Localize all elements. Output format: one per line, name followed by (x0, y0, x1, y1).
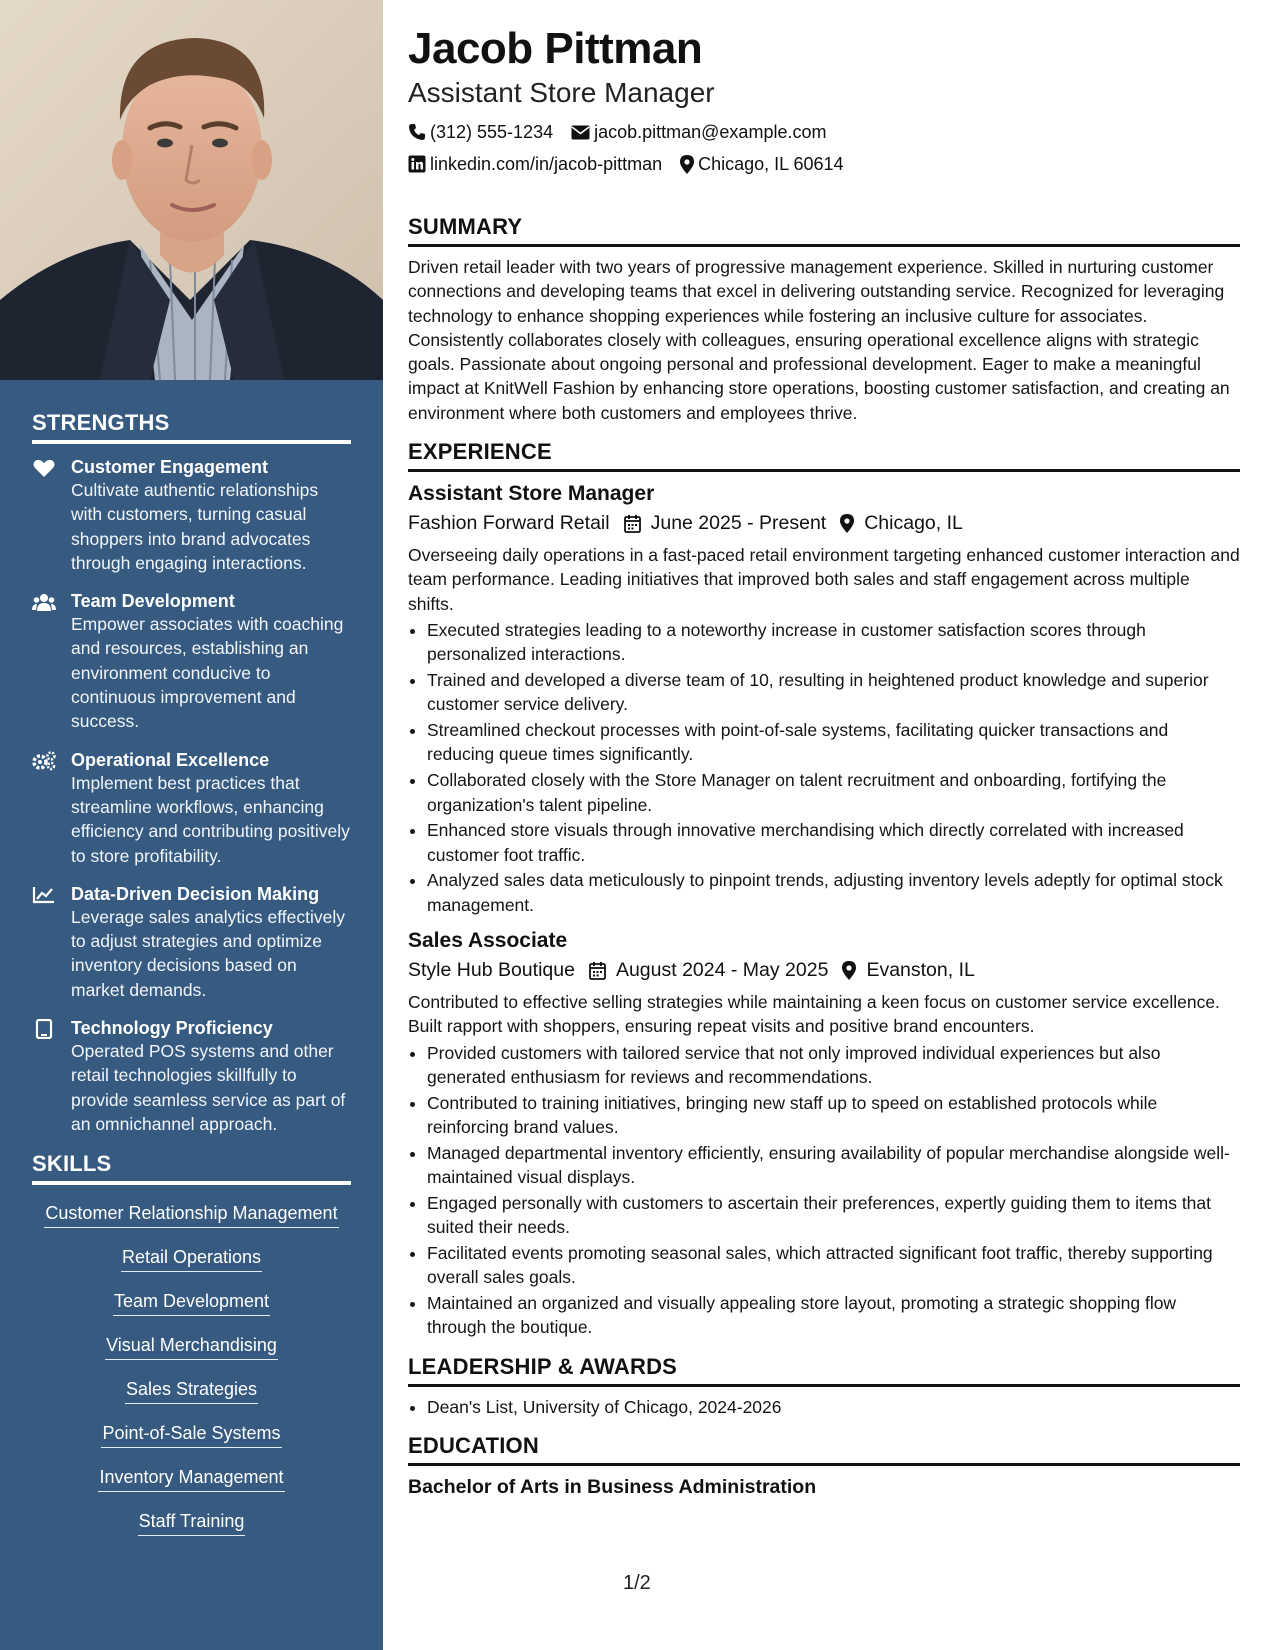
job-bullets (408, 618, 1240, 917)
job-company: Fashion Forward Retail (408, 512, 610, 535)
job-entry (408, 927, 1240, 1340)
strength-description: Operated POS systems and other retail technologies skillfully to provide seamless service as part of an omnichannel approach. (71, 1041, 346, 1134)
education-heading: EDUCATION (408, 1433, 1240, 1466)
strength-title: Operational Excellence (71, 749, 270, 770)
linkedin-icon (408, 155, 426, 173)
linkedin-text: linkedin.com/in/jacob-pittman (430, 154, 663, 174)
skill-tag: Visual Merchandising (105, 1333, 278, 1360)
strength-title: Data-Driven Decision Making (71, 883, 320, 904)
location-contact (680, 148, 843, 180)
sidebar-content (32, 410, 351, 1553)
list-item: • Facilitated events promoting seasonal sales, which attracted significant foot traffic, thereby supporting overall sales goals. (427, 1241, 1240, 1290)
heart-icon (32, 458, 56, 478)
map-marker-icon (680, 155, 694, 174)
job-description: Overseeing daily operations in a fast-paced retail environment targeting enhanced customer interaction and team performance. Leading initiatives that improved both sales and staff engagement across multiple shifts. (408, 545, 1240, 614)
skill-tag: Customer Relationship Management (44, 1201, 338, 1228)
skill-list (32, 1197, 351, 1553)
strength-description: Implement best practices that streamline workflows, enhancing efficiency and contributing positively to store profitability. (71, 772, 350, 866)
experience-section (408, 439, 1240, 1340)
experience-heading: EXPERIENCE (408, 439, 1240, 472)
skills-heading: SKILLS (32, 1151, 351, 1185)
awards-heading: LEADERSHIP & AWARDS (408, 1354, 1240, 1387)
strength-item (32, 1017, 351, 1136)
email-contact[interactable] (571, 116, 826, 148)
strength-title: Team Development (71, 591, 235, 612)
linkedin-contact[interactable] (408, 148, 662, 180)
sidebar (0, 0, 383, 1650)
users-icon (32, 592, 56, 612)
skill-tag: Team Development (113, 1289, 270, 1316)
job-title: Sales Associate (408, 929, 568, 953)
list-item: • Collaborated closely with the Store Manager on talent recruitment and onboarding, fortifying the organization's talent pipeline. (427, 768, 1240, 817)
main-content (408, 22, 1240, 1500)
list-item: • Contributed to training initiatives, bringing new staff up to speed on established protocols while reinforcing brand values. (427, 1091, 1240, 1140)
chart-line-icon (32, 885, 56, 905)
phone-text: (312) 555-1234 (430, 122, 554, 142)
job-description: Contributed to effective selling strategies while maintaining a keen focus on customer service excellence. Built rapport with shoppers, ensuring repeat visits and positive brand encounters. (408, 992, 1220, 1037)
list-item: • Executed strategies leading to a noteworthy increase in customer satisfaction scores through personalized interactions. (427, 618, 1240, 667)
list-item: • Engaged personally with customers to ascertain their preferences, expertly guiding them to items that suited their needs. (427, 1191, 1240, 1240)
job-location: Evanston, IL (866, 959, 975, 982)
job-entry (408, 480, 1240, 917)
map-marker-icon (840, 514, 854, 533)
calendar-icon (624, 514, 641, 533)
strength-title: Technology Proficiency (71, 1018, 273, 1039)
strength-item (32, 456, 351, 575)
strength-description: Leverage sales analytics effectively to adjust strategies and optimize inventory decisions based on market demands. (71, 906, 345, 1000)
location-text: Chicago, IL 60614 (698, 154, 844, 174)
job-location: Chicago, IL (864, 512, 963, 535)
job-bullets (408, 1041, 1240, 1340)
envelope-icon (571, 125, 590, 140)
job-meta (408, 955, 1240, 985)
strengths-heading: STRENGTHS (32, 410, 351, 444)
job-company: Style Hub Boutique (408, 959, 575, 982)
contact-row (408, 116, 1240, 148)
job-meta (408, 508, 1240, 538)
list-item: • Managed departmental inventory efficiently, ensuring availability of popular merchandise alongside well-maintained visual displays. (427, 1141, 1240, 1190)
profile-photo (0, 0, 383, 380)
degree-title: Bachelor of Arts in Business Administration (408, 1475, 817, 1498)
candidate-name: Jacob Pittman (408, 24, 703, 73)
awards-section (408, 1354, 1240, 1419)
skill-tag: Retail Operations (121, 1245, 262, 1272)
strength-item (32, 883, 351, 1002)
summary-text: Driven retail leader with two years of progressive management experience. Skilled in nurturing customer connections and developing teams that excel in delivering outstanding service. Recognized for leveraging technology to enhance shopping experiences while fostering an inclusive culture for associates. Consistently collaborates closely with colleagues, ensuring operational excellence aligns with strategic goals. Passionate about ongoing personal and professional development. Eager to make a meaningful impact at KnitWell Fashion by enhancing store operations, boosting customer satisfaction, and creating an environment where both customers and employees thrive. (408, 257, 1230, 423)
tablet-icon (32, 1019, 56, 1039)
phone-icon (408, 123, 426, 141)
job-dates: June 2025 - Present (650, 512, 827, 535)
skill-tag: Staff Training (138, 1509, 246, 1536)
summary-section (408, 214, 1240, 425)
job-title: Assistant Store Manager (408, 482, 655, 506)
gears-icon (32, 751, 56, 771)
map-marker-icon (842, 961, 856, 980)
candidate-title: Assistant Store Manager (408, 77, 715, 108)
skill-tag: Inventory Management (98, 1465, 284, 1492)
education-section (408, 1433, 1240, 1500)
list-item: • Maintained an organized and visually appealing store layout, promoting a strategic shopping flow through the boutique. (427, 1291, 1240, 1340)
list-item: • Analyzed sales data meticulously to pinpoint trends, adjusting inventory levels adeptly for optimal stock management. (427, 868, 1240, 917)
contact-row (408, 148, 1240, 180)
skill-tag: Sales Strategies (125, 1377, 258, 1404)
list-item: • Trained and developed a diverse team of 10, resulting in heightened product knowledge and superior customer service delivery. (427, 668, 1240, 717)
awards-list (408, 1395, 1240, 1419)
job-dates: August 2024 - May 2025 (615, 959, 829, 982)
phone-contact[interactable] (408, 116, 553, 148)
email-text: jacob.pittman@example.com (594, 122, 827, 142)
summary-heading: SUMMARY (408, 214, 1240, 247)
page-number: 1/2 (623, 1572, 651, 1594)
list-item: • Enhanced store visuals through innovative merchandising which directly correlated with increased customer foot traffic. (427, 818, 1240, 867)
strength-description: Cultivate authentic relationships with customers, turning casual shoppers into brand advocates through engaging interactions. (71, 480, 319, 573)
list-item: • Provided customers with tailored service that not only improved individual experiences but also generated enthusiasm for reviews and recommendations. (427, 1041, 1240, 1090)
strength-item (32, 590, 351, 733)
portrait-image (0, 0, 383, 380)
strength-description: Empower associates with coaching and resources, establishing an environment conducive to continuous improvement and success. (71, 614, 344, 732)
skill-tag: Point-of-Sale Systems (101, 1421, 281, 1448)
calendar-icon (589, 961, 606, 980)
list-item: • Streamlined checkout processes with point-of-sale systems, facilitating quicker transactions and reducing queue times significantly. (427, 718, 1240, 767)
strength-item (32, 749, 351, 868)
strength-title: Customer Engagement (71, 457, 269, 477)
list-item: • Dean's List, University of Chicago, 2024-2026 (427, 1395, 1240, 1419)
